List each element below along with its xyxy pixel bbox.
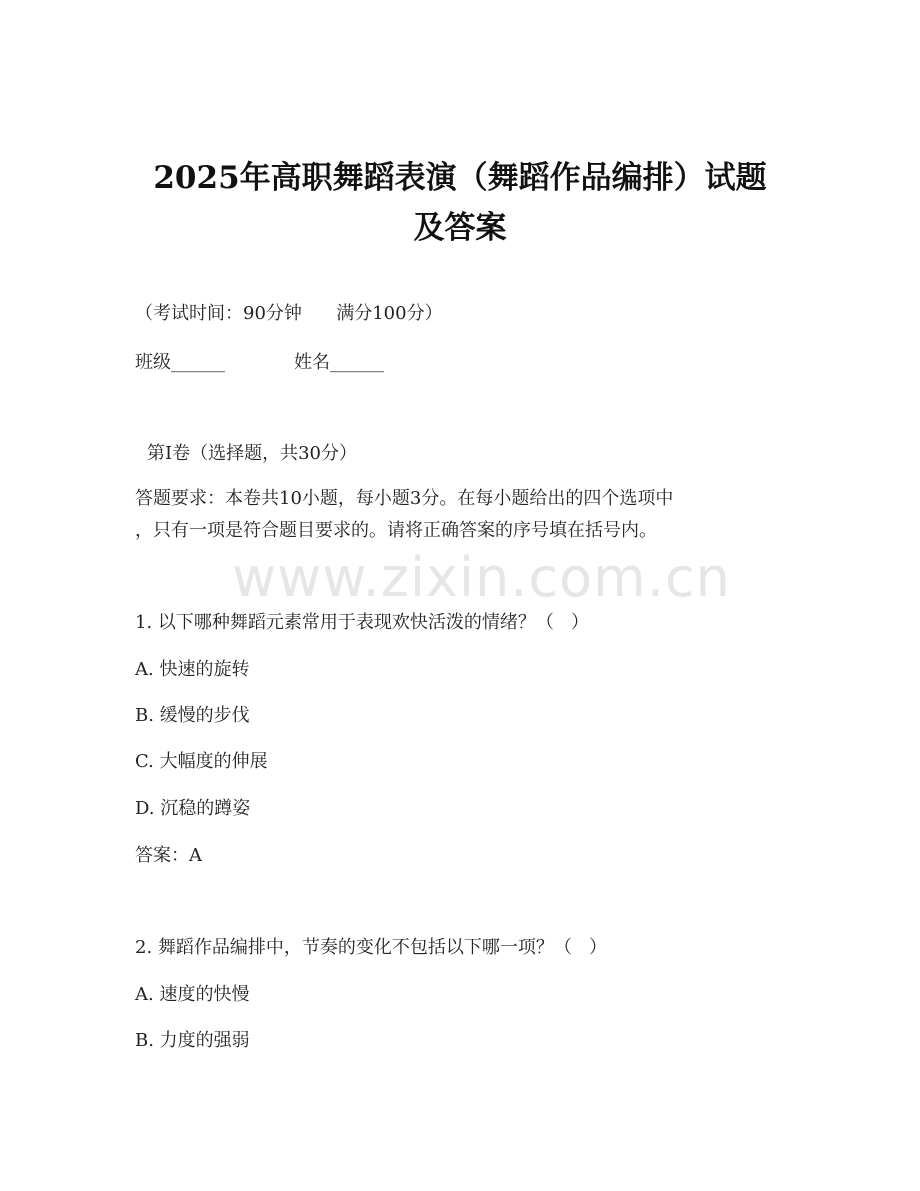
- site-watermark: www.zixin.com.cn: [232, 546, 731, 609]
- question-option: C. 大幅度的伸展: [135, 751, 268, 772]
- requirement-text-line-1: 答题要求：本卷共10小题，每小题3分。在每小题给出的四个选项中: [135, 488, 674, 509]
- document-title-line-1: 2025年高职舞蹈表演（舞蹈作品编排）试题: [153, 160, 767, 196]
- question-option: D. 沉稳的蹲姿: [135, 798, 251, 819]
- class-field-label: 班级______: [135, 352, 225, 373]
- exam-info: （考试时间：90分钟 满分100分）: [135, 303, 443, 324]
- question-option: A. 快速的旋转: [135, 659, 250, 680]
- section-heading: 第Ⅰ卷（选择题，共30分）: [147, 443, 358, 464]
- question-stem: 2. 舞蹈作品编排中，节奏的变化不包括以下哪一项？（ ）: [135, 937, 608, 958]
- question-option: B. 缓慢的步伐: [135, 705, 250, 726]
- requirement-text-line-2: ，只有一项是符合题目要求的。请将正确答案的序号填在括号内。: [135, 520, 657, 541]
- name-field-label: 姓名______: [294, 352, 384, 373]
- question-stem: 1. 以下哪种舞蹈元素常用于表现欢快活泼的情绪？（ ）: [135, 612, 590, 633]
- question-option: A. 速度的快慢: [135, 984, 250, 1005]
- question-answer: 答案：A: [135, 845, 202, 866]
- document-title-line-2: 及答案: [413, 210, 507, 246]
- question-option: B. 力度的强弱: [135, 1030, 250, 1051]
